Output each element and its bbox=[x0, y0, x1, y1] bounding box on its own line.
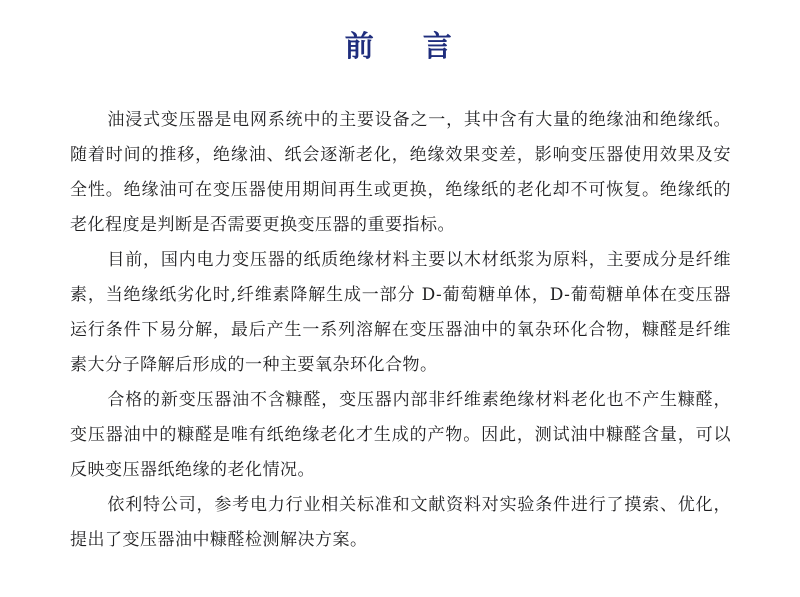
paragraph-4: 依利特公司，参考电力行业相关标准和文献资料对实验条件进行了摸索、优化，提出了变压器油中糠醛检测解决方案。 bbox=[70, 495, 731, 550]
page-title: 前 言 bbox=[344, 29, 456, 63]
document-body bbox=[0, 103, 800, 558]
paragraph-2: 目前，国内电力变压器的纸质绝缘材料主要以木材纸浆为原料，主要成分是纤维素，当绝缘纸劣化时,纤维素降解生成一部分 D-葡萄糖单体，D-葡萄糖单体在变压器运行条件下易分解，最后产生一系列溶解在变压器油中的氧杂环化合物，糠醛是纤维素大分子降解后形成的一种主要氧杂环化合物。 bbox=[70, 250, 731, 375]
paragraph-3: 合格的新变压器油不含糠醛，变压器内部非纤维素绝缘材料老化也不产生糠醛，变压器油中的糠醛是唯有纸绝缘老化才生成的产物。因此，测试油中糠醛含量，可以反映变压器纸绝缘的老化情况。 bbox=[70, 390, 731, 480]
paragraph-1: 油浸式变压器是电网系统中的主要设备之一，其中含有大量的绝缘油和绝缘纸。随着时间的推移，绝缘油、纸会逐渐老化，绝缘效果变差，影响变压器使用效果及安全性。绝缘油可在变压器使用期间再生或更换，绝缘纸的老化却不可恢复。绝缘纸的老化程度是判断是否需要更换变压器的重要指标。 bbox=[70, 110, 731, 235]
